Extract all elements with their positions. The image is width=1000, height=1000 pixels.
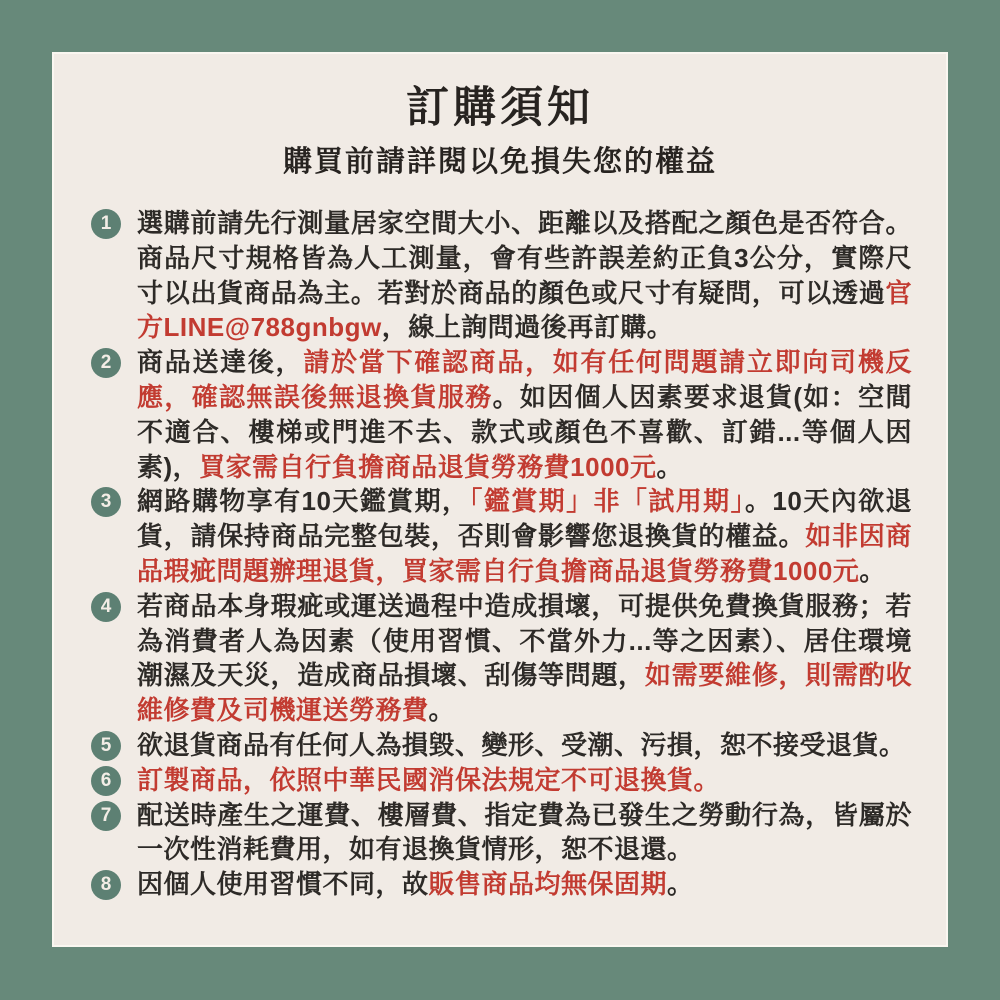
body-text: 。 bbox=[859, 555, 886, 586]
body-text: ，線上詢問過後再訂購。 bbox=[381, 312, 674, 343]
notice-item bbox=[91, 798, 912, 868]
notice-item bbox=[91, 728, 912, 763]
item-text bbox=[137, 798, 912, 868]
item-text bbox=[137, 484, 912, 588]
item-number-badge: 5 bbox=[91, 731, 121, 761]
highlighted-text: 如非因商品瑕疵問題辦理退貨，買家需自行負擔商品退貨勞務費1000元 bbox=[137, 521, 912, 586]
notice-item bbox=[91, 206, 912, 345]
body-text: 選購前請先行測量居家空間大小、距離以及搭配之顏色是否符合。商品尺寸規格皆為人工測量，會有些許誤差約正負3公分，實際尺寸以出貨商品為主。若對於商品的顏色或尺寸有疑問，可以透過 bbox=[137, 208, 912, 308]
body-text: 。如因個人因素要求退貨(如：空間不適合、樓梯或門進不去、款式或顏色不喜歡、訂錯...等個人因素)， bbox=[137, 381, 912, 482]
page-subtitle: 購買前請詳閱以免損失您的權益 bbox=[282, 146, 717, 178]
body-text: 若商品本身瑕疵或運送過程中造成損壞，可提供免費換貨服務；若為消費者人為因素（使用習慣、不當外力...等之因素）、居住環境潮濕及天災，造成商品損壞、刮傷等問題， bbox=[137, 590, 912, 691]
page-title: 訂購須知 bbox=[406, 84, 594, 132]
body-text: 。 bbox=[428, 695, 456, 726]
body-text: 因個人使用習慣不同，故 bbox=[137, 869, 429, 900]
highlighted-text: 買家需自行負擔商品退貨勞務費1000元 bbox=[199, 451, 657, 482]
notice-item bbox=[91, 867, 912, 902]
notice-list bbox=[91, 206, 912, 902]
item-number-badge: 7 bbox=[91, 801, 121, 831]
item-text bbox=[137, 589, 912, 728]
notice-item bbox=[91, 484, 912, 588]
item-text bbox=[137, 345, 912, 484]
highlighted-text: 訂製商品，依照中華民國消保法規定不可退換貨。 bbox=[137, 764, 721, 795]
body-text: 。10天內欲退貨，請保持商品完整包裝，否則會影響您退換貨的權益。 bbox=[137, 486, 912, 552]
highlighted-text: 販售商品均無保固期 bbox=[428, 869, 668, 900]
item-text bbox=[137, 728, 912, 763]
notice-panel bbox=[52, 52, 948, 947]
notice-item bbox=[91, 345, 912, 484]
item-number-badge: 6 bbox=[91, 766, 121, 796]
body-text: 。 bbox=[667, 869, 694, 900]
highlighted-text: 如需要維修，則需酌收維修費及司機運送勞務費 bbox=[137, 660, 912, 726]
item-number-badge: 2 bbox=[91, 348, 121, 378]
item-number-badge: 8 bbox=[91, 870, 121, 900]
body-text: 欲退貨商品有任何人為損毀、變形、受潮、污損，恕不接受退貨。 bbox=[137, 729, 906, 760]
body-text: 網路購物享有10天鑑賞期， bbox=[137, 486, 470, 517]
item-text bbox=[137, 867, 912, 902]
notice-item bbox=[91, 589, 912, 728]
highlighted-text: 官方LINE@788gnbgw bbox=[137, 277, 912, 343]
body-text: 。 bbox=[656, 451, 684, 482]
highlighted-text: 請於當下確認商品，如有任何問題請立即向司機反應，確認無誤後無退換貨服務 bbox=[137, 347, 912, 412]
item-text bbox=[137, 206, 912, 345]
body-text: 配送時產生之運費、樓層費、指定費為已發生之勞動行為，皆屬於一次性消耗費用，如有退換貨情形，恕不退還。 bbox=[137, 799, 912, 865]
item-number-badge: 3 bbox=[91, 487, 121, 517]
highlighted-text: 「鑑賞期」非「試用期」 bbox=[469, 486, 745, 517]
item-text bbox=[137, 763, 912, 798]
notice-item bbox=[91, 763, 912, 798]
body-text: 商品送達後， bbox=[137, 347, 304, 378]
item-number-badge: 4 bbox=[91, 592, 121, 622]
item-number-badge: 1 bbox=[91, 209, 121, 239]
